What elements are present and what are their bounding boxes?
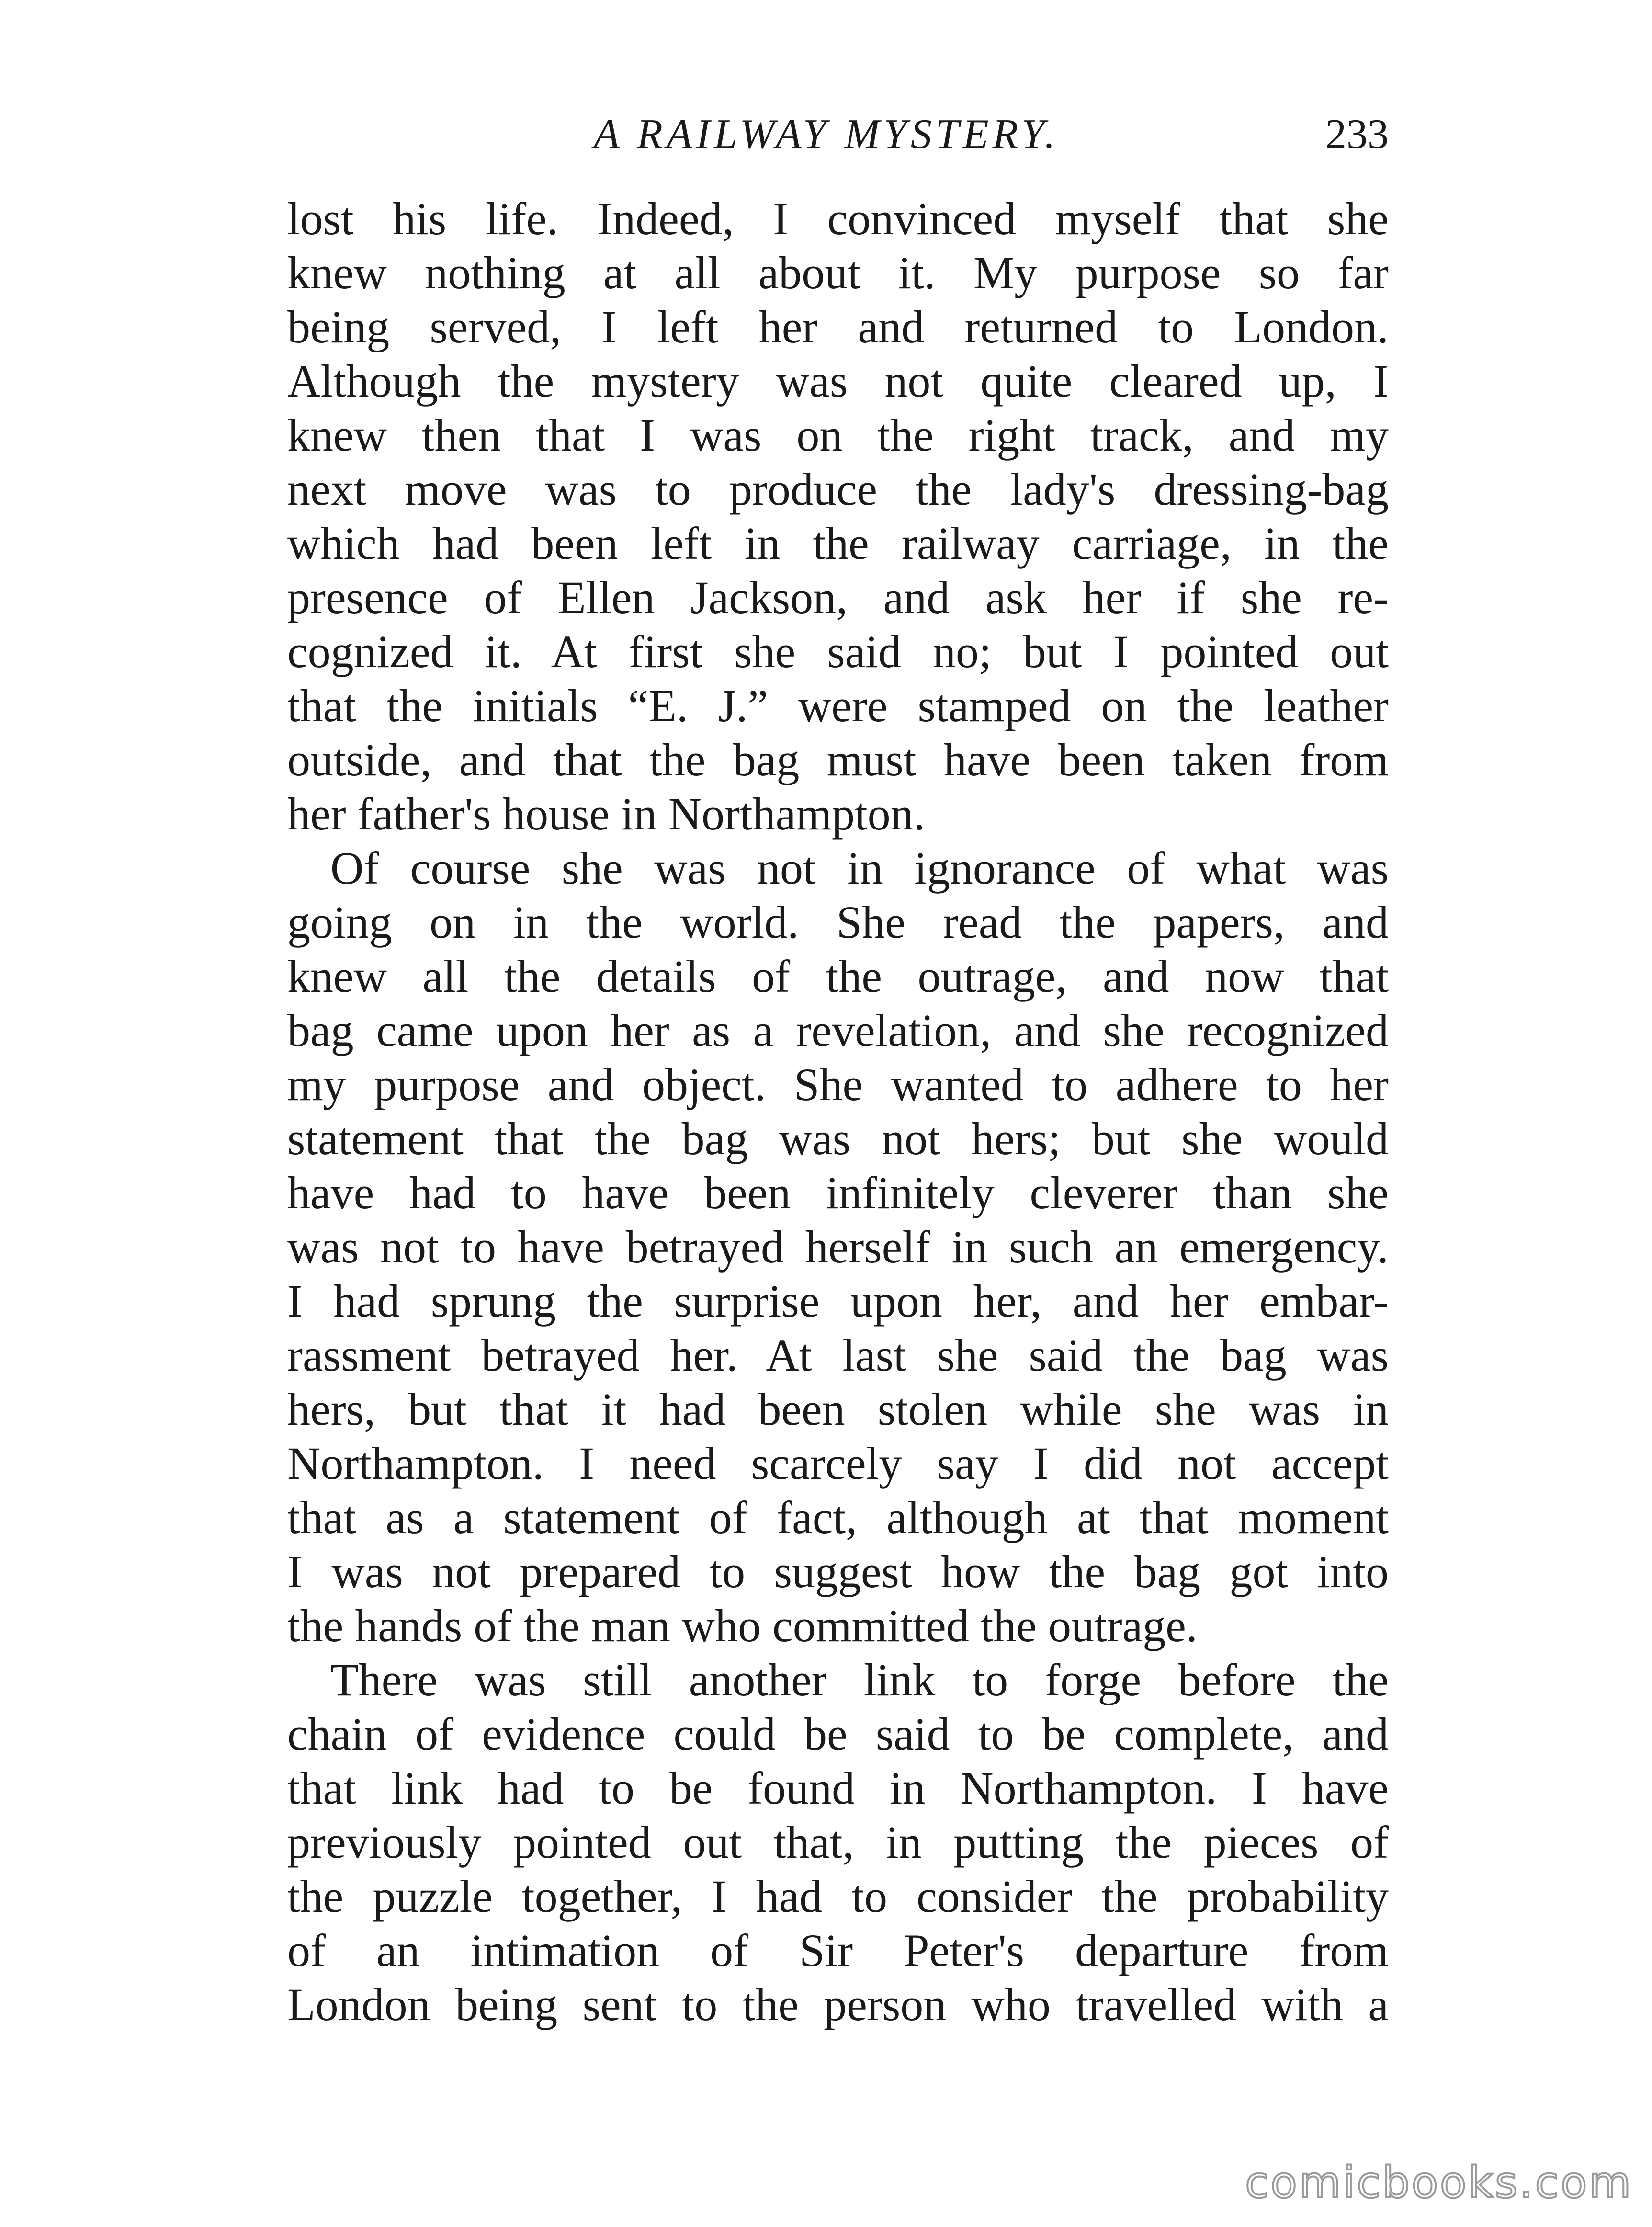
text-line: that the initials “E. J.” were stamped on the leather <box>287 680 1389 731</box>
paragraph-2 <box>287 841 1389 1653</box>
text-line: Of course she was not in ignorance of what was <box>330 842 1389 894</box>
text-line: I had sprung the surprise upon her, and her embar- <box>287 1275 1389 1327</box>
text-line: There was still another link to forge before the <box>330 1654 1389 1705</box>
text-line: my purpose and object. She wanted to adhere to her <box>287 1059 1389 1110</box>
text-line: have had to have been infinitely cleverer than she <box>287 1167 1389 1218</box>
text-line: that link had to be found in Northampton. I have <box>287 1762 1389 1814</box>
text-line: was not to have betrayed herself in such an emergency. <box>287 1221 1389 1273</box>
text-line: previously pointed out that, in putting the pieces of <box>287 1817 1389 1868</box>
paragraph-3 <box>287 1653 1389 2032</box>
text-line: lost his life. Indeed, I convinced myself that she <box>287 193 1389 244</box>
text-line: presence of Ellen Jackson, and ask her if she re- <box>287 572 1389 623</box>
text-line: I was not prepared to suggest how the bag got into <box>287 1546 1389 1597</box>
text-line: the puzzle together, I had to consider the probability <box>287 1871 1389 1922</box>
text-line: going on in the world. She read the papers, and <box>287 897 1389 948</box>
text-line: cognized it. At first she said no; but I pointed out <box>287 626 1389 677</box>
text-line: hers, but that it had been stolen while she was in <box>287 1384 1389 1435</box>
text-line: London being sent to the person who travelled with a <box>287 1979 1389 2030</box>
text-line: rassment betrayed her. At last she said the bag was <box>287 1329 1389 1381</box>
page-header <box>287 110 1389 168</box>
text-line: outside, and that the bag must have been taken from <box>287 734 1389 785</box>
text-line: of an intimation of Sir Peter's departure from <box>287 1925 1389 1976</box>
text-line: next move was to produce the lady's dressing-bag <box>287 464 1389 515</box>
text-line: that as a statement of fact, although at that moment <box>287 1492 1389 1543</box>
text-line: bag came upon her as a revelation, and she recognized <box>287 1005 1389 1056</box>
watermark: comicbooks.com <box>1245 2158 1633 2208</box>
text-line: being served, I left her and returned to London. <box>287 301 1389 352</box>
text-line: statement that the bag was not hers; but she would <box>287 1113 1389 1164</box>
text-line: knew nothing at all about it. My purpose so far <box>287 247 1389 298</box>
text-line: Although the mystery was not quite cleared up, I <box>287 355 1389 407</box>
running-title: A RAILWAY MYSTERY. <box>594 111 1059 158</box>
page-number: 233 <box>1325 111 1389 158</box>
text-line: knew all the details of the outrage, and now that <box>287 951 1389 1002</box>
text-line: knew then that I was on the right track, and my <box>287 409 1389 461</box>
text-line: which had been left in the railway carriage, in the <box>287 518 1389 569</box>
text-line: her father's house in Northampton. <box>287 788 925 840</box>
text-line: chain of evidence could be said to be complete, and <box>287 1708 1389 1760</box>
text-line: Northampton. I need scarcely say I did not accept <box>287 1438 1389 1489</box>
body-text <box>287 192 1389 2032</box>
paragraph-1 <box>287 192 1389 841</box>
text-line: the hands of the man who committed the outrage. <box>287 1600 1198 1651</box>
